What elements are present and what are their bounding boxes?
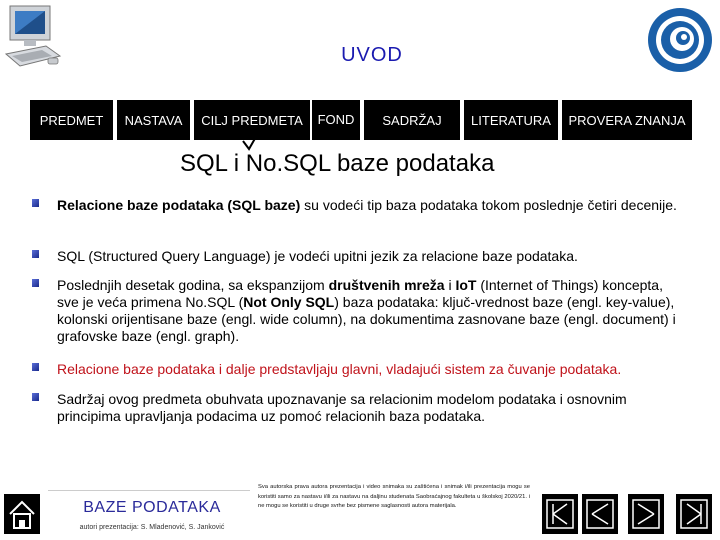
prev-slide-icon bbox=[582, 494, 618, 534]
nav-label: NASTAVA bbox=[124, 112, 183, 128]
page-heading: UVOD bbox=[341, 44, 403, 66]
bullet-icon bbox=[32, 393, 39, 401]
bullet-text bbox=[57, 277, 687, 345]
nav-label: PROVERA ZNANJA bbox=[568, 112, 686, 128]
bullet-icon bbox=[32, 279, 39, 287]
footer-divider bbox=[48, 490, 250, 491]
copyright-notice: Sva autorska prava autora prezentacija i video snimaka su zaštićena i snimak i/ili prezentacija mogu se koristiti samo za nastavu i/ili za nastavu na daljinu studenata Saobraćajnog fakulteta u školskoj 2020/21. i ne mogu se koristiti u druge svrhe bez pismene saglasnosti autora materijala. bbox=[258, 484, 530, 510]
home-icon bbox=[4, 494, 40, 534]
first-slide-icon bbox=[542, 494, 578, 534]
next-slide-button[interactable] bbox=[628, 494, 664, 534]
bullet-text: Sadržaj ovog predmeta obuhvata upoznavanje sa relacionim modelom podataka i osnovnim principima upravljanja podacima uz pomoć relacionih baza podataka. bbox=[57, 391, 627, 424]
text: ) baza podataka: ključ-vrednost baze (engl. key-value), kolonski orijentisane baze (engl. wide column), na dokumentima zasnovane baze (engl. document) i grafovske baze (engl. graph). bbox=[57, 294, 676, 344]
nav-label: CILJ PREDMETA bbox=[201, 112, 303, 128]
home-button[interactable] bbox=[4, 494, 40, 534]
text: su vodeći tip baza podataka tokom poslednje četiri decenije. bbox=[300, 197, 677, 213]
bullet-text: Relacione baze podataka i dalje predstavljaju glavni, vladajući sistem za čuvanje podataka. bbox=[57, 361, 622, 377]
nav-label: FOND bbox=[317, 112, 355, 127]
bullet-icon bbox=[32, 199, 39, 207]
authors-text: autori prezentacija: S. Mladenović, S. Janković bbox=[79, 524, 225, 531]
nav-label: LITERATURA bbox=[471, 112, 551, 128]
slide-title: SQL i No.SQL baze podataka bbox=[180, 150, 495, 177]
text: (Internet of Things) koncepta, sve je veća primena No.SQL ( bbox=[57, 277, 663, 310]
nav-provera-znanja[interactable] bbox=[562, 100, 692, 140]
nav-label: PREDMET bbox=[39, 112, 104, 128]
first-slide-button[interactable] bbox=[542, 494, 578, 534]
bullet-text bbox=[57, 197, 687, 214]
course-title: BAZE PODATAKA bbox=[83, 499, 221, 516]
prev-slide-button[interactable] bbox=[582, 494, 618, 534]
last-slide-button[interactable] bbox=[676, 494, 712, 534]
text: Poslednjih desetak godina, sa ekspanzijom bbox=[57, 277, 329, 293]
bullet-icon bbox=[32, 363, 39, 371]
bold-term: IoT bbox=[455, 277, 477, 293]
bold-term: Not Only SQL bbox=[243, 294, 335, 310]
bold-term: društvenih mreža bbox=[328, 277, 445, 293]
nav-nastava[interactable] bbox=[117, 100, 190, 140]
nav-label: SADRŽAJ bbox=[382, 112, 442, 128]
bullet-text: SQL (Structured Query Language) je vodeći upitni jezik za relacione baze podataka. bbox=[57, 248, 578, 264]
bold-term: Relacione baze podataka (SQL baze) bbox=[57, 197, 301, 213]
nav-fond[interactable] bbox=[312, 100, 360, 140]
last-slide-icon bbox=[676, 494, 712, 534]
bullet-icon bbox=[32, 250, 39, 258]
next-slide-icon bbox=[628, 494, 664, 534]
logo-icon bbox=[646, 6, 714, 74]
nav-sadrzaj[interactable] bbox=[364, 100, 460, 140]
text: i bbox=[444, 277, 456, 293]
nav-literatura[interactable] bbox=[464, 100, 558, 140]
check-icon bbox=[241, 126, 263, 152]
nav-predmet[interactable] bbox=[30, 100, 113, 140]
